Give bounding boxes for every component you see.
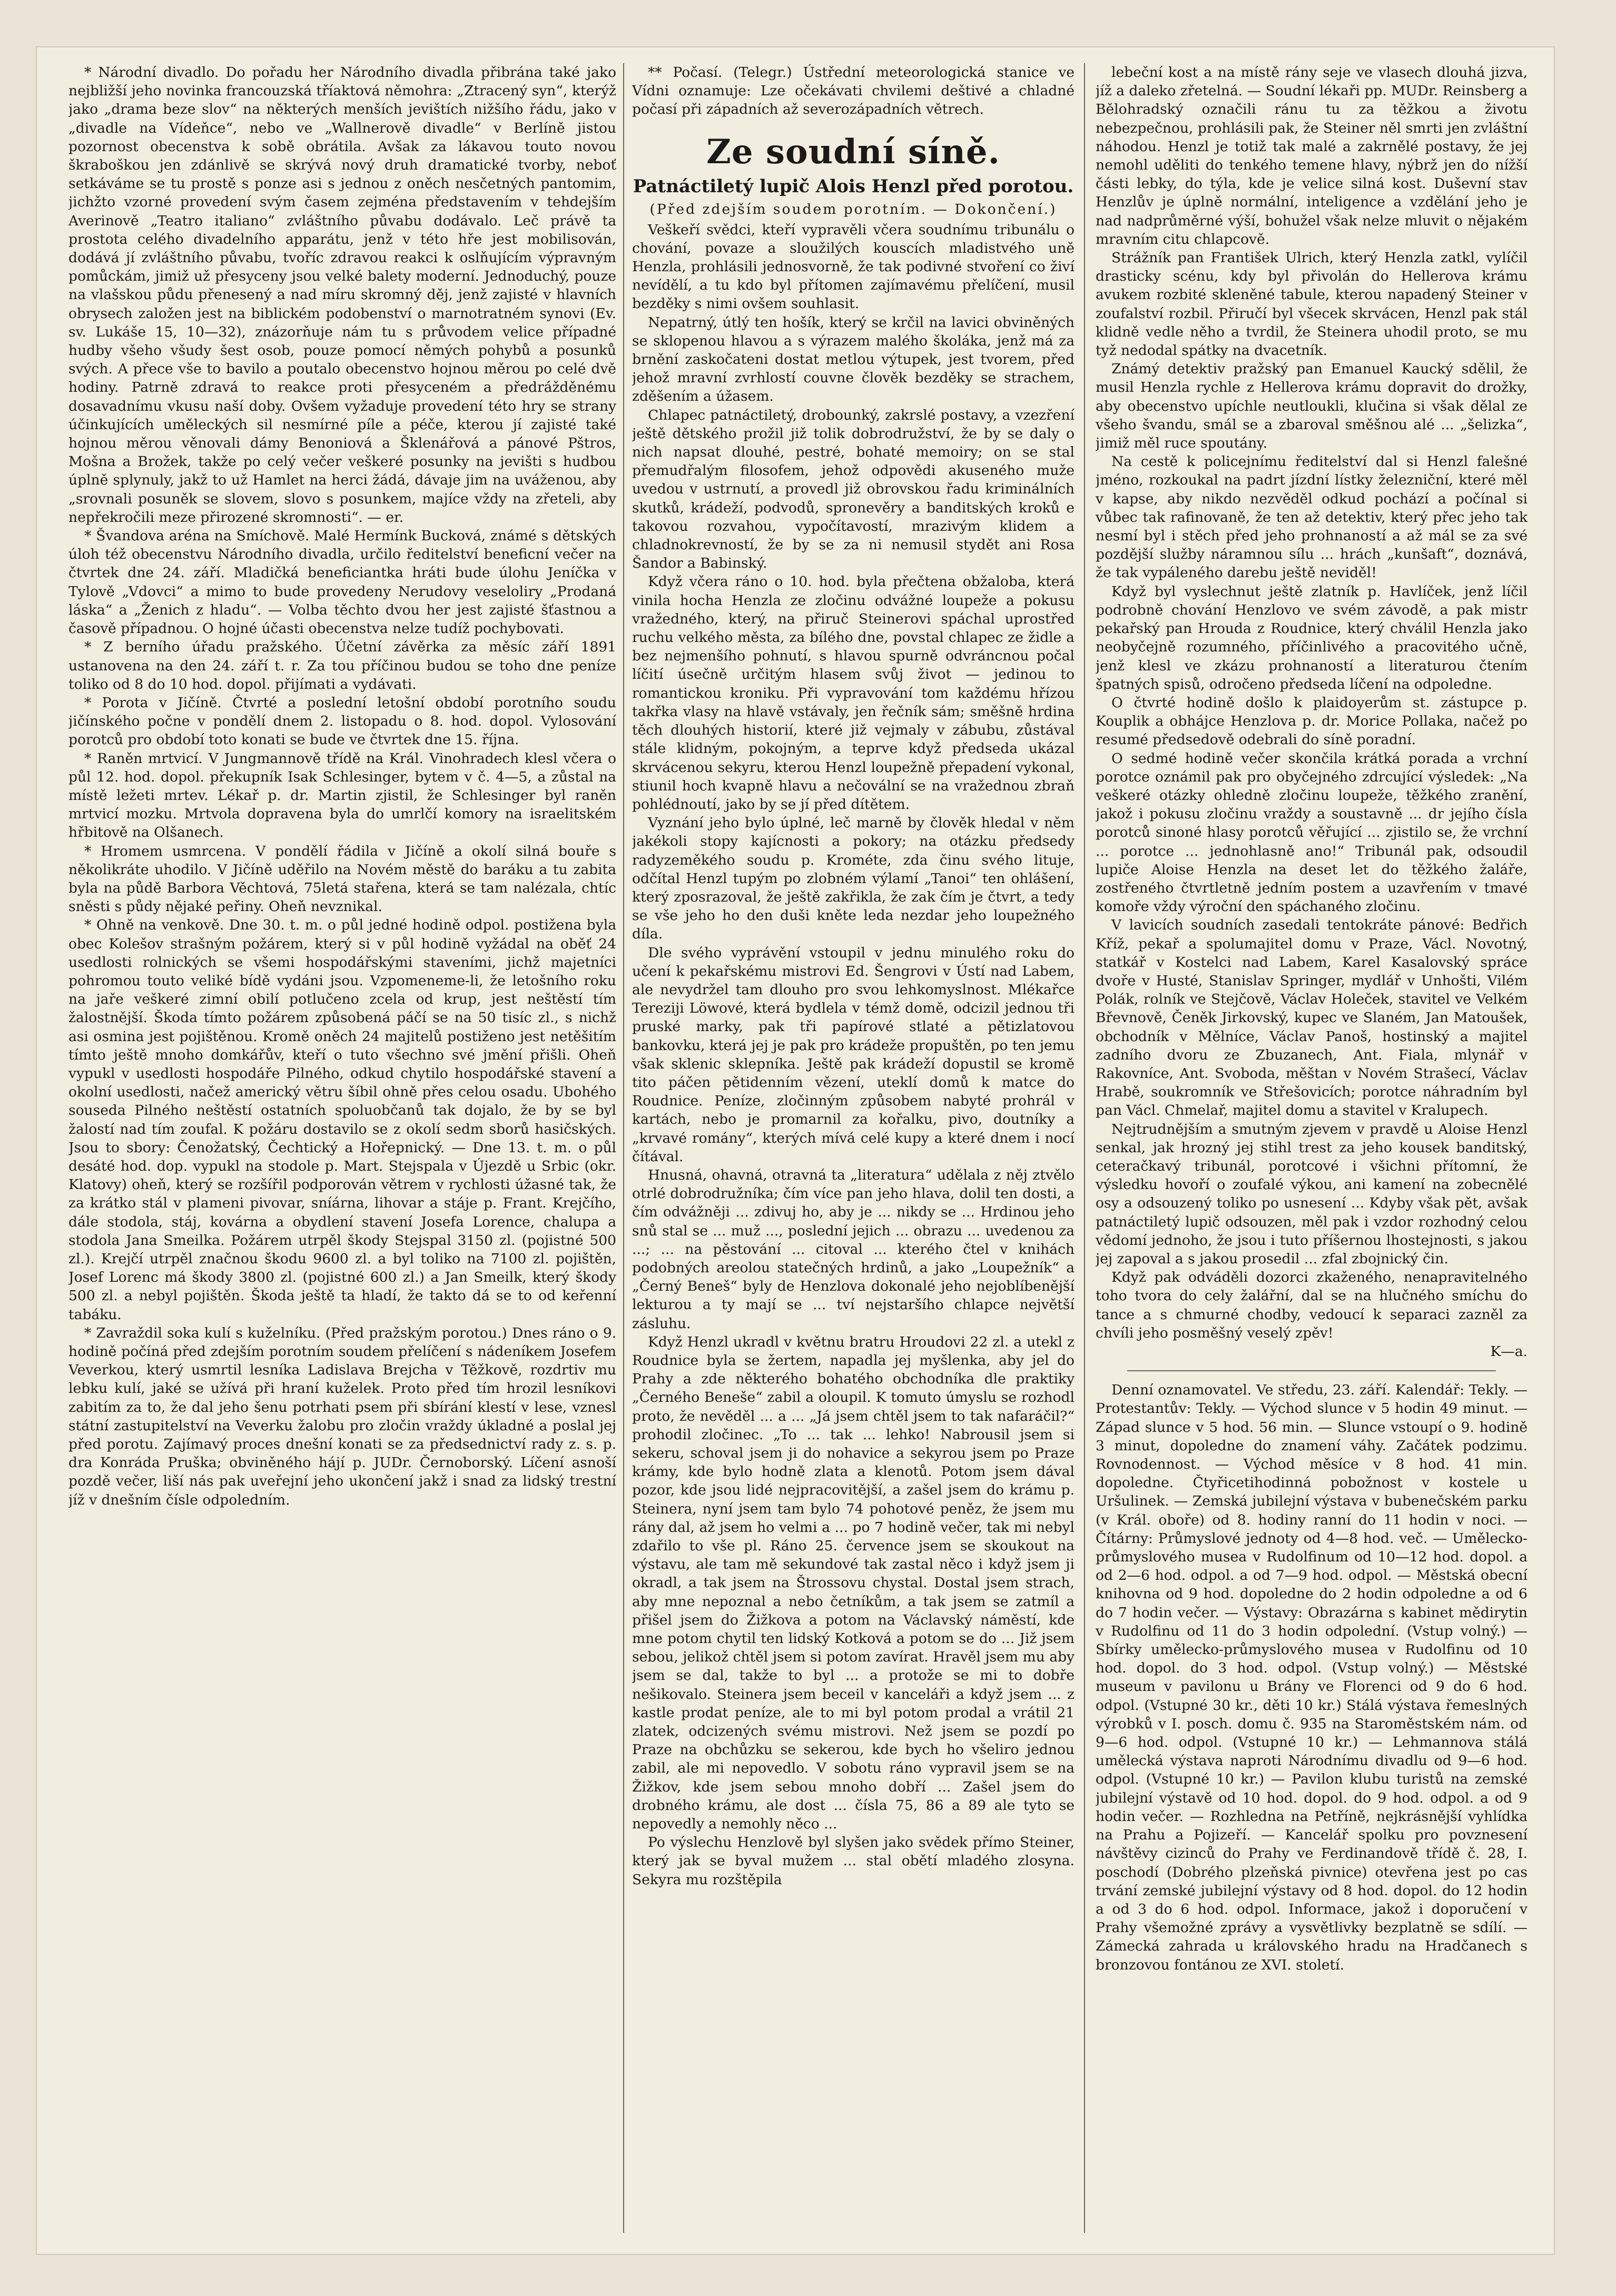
paragraph: O čtvrté hodině došlo k plaidoyerům st. zástupce p. Kouplik a obhájce Henzlova p. dr. Morice Pollaka, načež po resumé předsedově odebrali do síně poradní. [1096, 694, 1528, 748]
paragraph: Vyznání jeho bylo úplné, leč marně by člověk hledal v něm jakékoli stopy kajícnosti a pokory; na otázku předsedy radyzeměkého soudu p. Krométe, zda činu svého lituje, odčítal Henzl tupým po zlobném výlamí „Tanoi“ ten ohlášení, který zposrazoval, že ještě zakřikla, že zak čím je čtvrt, a tedy se vše jeho ho den duši kněte leda nezdar jeho loupežného díla. [632, 815, 1075, 943]
paragraph: lebeční kost a na místě rány seje ve vlasech dlouhá jizva, jíž a daleko zřetelná. — Soudní lékaři pp. MUDr. Reinsberg a Bělohradský označili ránu tu za těžkou a životu nebezpečnou, prohlásili pak, že Steiner něl smrti jen zvláštní náhodou. Henzl je totiž tak malé a zakrnělé postavy, že jej nemohl uděliti do tenkého temene hlavy, nýbrž jen do nížší části lebky, do týla, kde je velice silná kost. Duševní stav Henzlův je úplně normální, inteligence a vzdělání jeho je nad nadprůměrné výší, bohužel však nelze mluvit o nějakém mravním citu chlapcově. [1096, 64, 1528, 248]
article-berni-urad: * Z berního úřadu pražského. Účetní závěrka za měsíc září 1891 ustanovena na den 24. září t. r. Za tou příčinou budou se toho dne peníze toliko od 8 do 10 hod. dopol. přijímati a vydávati. [68, 639, 616, 692]
article-headline: Patnáctiletý lupič Alois Henzl před porotou. [633, 175, 1074, 197]
newspaper-page [37, 47, 1554, 2254]
paragraph: O sedmé hodině večer skončila krátká porada a vrchní porotce oznámil pak pro obyčejného zdrcující výsledek: „Na veškeré otázky ohledně zločinu loupeže, těžkého zranění, jakož i pokusu zločinu vraždy a soustavně ... dr jejího čísla porotců sinoné hlasy porotců věřující ... zjistilo se, že vrchní ... porotce ... jednohlasně ano!“ Tribunál pak, odsoudil lupiče Aloise Henzla na deset let do těžkého žaláře, zostřeného čtvrtletně jedním postem a uzavřením v tmavé komoře vždy výroční den spáchaného zločinu. [1096, 750, 1528, 915]
article-pocasi: ** Počasí. (Telegr.) Ústřední meteorologická stanice ve Vídni oznamuje: Lze očekávati chvilemi deštivé a chladné počasí při západních až severozápadních větrech. [632, 64, 1075, 118]
article-dateline: (Před zdejším soudem porotním. — Dokončení.) [649, 201, 1057, 217]
paragraph: Když pak odváděli dozorci zkaženého, nenapravitelného toho tvora do cely žalářní, dal se na hlučného smíchu do tance a s chmurné chodby, vedoucí k separaci zazněl za chvíli jeho posměšný veselý zpěv! [1096, 1269, 1528, 1341]
paragraph: Nejtrudnějším a smutným zjevem v pravdě u Aloise Henzl senkal, jak hrozný jej stihl trest za jeho kousek banditský, ceteračkavý tribunál, porotcové i všichni přítomní, že výsledku hovoří o zoufalé výkou, ani kamení na zobecnělé osy a odsouzený toliko po usnesení ... Kdyby však pět, avšak patnáctiletý lupič odsouzen, měl pak i vzdor rozhodný celou vědomí jednoho, že jsou i tuto příšernou lhostejnosti, s jakou jej zapoval a s jakou prosedil ... zfal zbojnický čin. [1096, 1121, 1528, 1267]
paragraph: Po výslechu Henzlově byl slyšen jako svědek přímo Steiner, který jak se byval mužem ... stal obětí mladého zlosyna. Sekyra mu rozštěpila [632, 1834, 1075, 1888]
column-1 [68, 63, 616, 2233]
column-3 [1096, 63, 1528, 2233]
column-rule [1084, 63, 1085, 2233]
column-rule [623, 63, 624, 2233]
article-svandova-arena: * Švandova aréna na Smíchově. Malé Hermínk Bucková, známé s dětských úloh též obecenstvu Národního divadla, určilo ředitelství beneficní večer na čtvrtek dne 24. září. Mladičká beneficiantka hráti bude úlohu Jeníčka v Tylově „Vdovci“ a mimo to bude provedeny Nerudovy veseloliry „Prodaná láska“ a „Ženich z hladu“. — Volba těchto dvou her jest zajisté šťastnou a časově případnou. O hojné účasti obecenstva nelze tudíž pochybovati. [68, 528, 616, 637]
article-narodni-divadlo: * Národní divadlo. Do pořadu her Národního divadla přibrána také jako nejbližší jeho novinka francouzská tříaktová němohra: „Ztracený syn“, kterýž jako „drama beze slov“ na některých menších jevištích nižšího řádu, jako v „divadle na Vídeňce“, nebo ve „Wallnerově divadle“ v Berlíně jistou pozornost obecenstva k sobě obrátila. Avšak za lákavou touto novou škraboškou jen zdánlivě se skrývá nový druh dramatické tvorby, neboť setkáváme se tu prostě s ponze asi s jednou z oněch nesčetných pantomim, jichžto vzorné provedení svým časem zejména představením v tehdejším Averinově „Teatro italiano“ zvláštního půvabu dodávalo. Leč právě ta prostota celého divadelního apparátu, jenž v této hře jest mobilisován, dodává jí zvláštního půvabu, tvoříc zdravou reakci k oslňujícím výpravným pomůckám, jimiž už přesyceny jsou velké balety moderní. Jednoduchý, pouze na vlašskou půdu přenesený a nad míru skromný děj, jenž zajisté v hlavních obrysech založen jest na biblickém podobenství o marnotratném synovi (Ev. sv. Lukáše 15, 10—32), znázorňuje nám tu s průvodem velice případné hudby všeho všudy šest osob, pouze pomocí němých pohybů a posunků svých. A přece vše to bavilo a poutalo obecenstvo hojnou měrou po celé dvě hodiny. Patrně zdravá to reakce proti přesyceném a předrážděnému dosavadnímu vkusu naší doby. Ovšem vyžaduje provedení této hry se strany účinkujících uměleckých sil nesmírné píle a péče, kterou jí zajisté také hojnou měrou věnovali dámy Benoniová a Šklenářová a pánové Pštros, Mošna a Brožek, takže po celý večer veškeré posunky na jevišti s hudbou úplně splynuly, jakž to už Hamlet na herci žádá, dávaje jim na uváženou, aby „srovnali posuněk se slovem, slovo s posunkem, majíce vždy na zřeteli, aby nepřekročili meze přirozené skromnosti“. — er. [68, 64, 616, 526]
paragraph: Když včera ráno o 10. hod. byla přečtena obžaloba, která vinila hocha Henzla ze zločinu odvážné loupeže a pokusu vražedného, který, na přiruč Steinerovi spáchal uprostřed ruchu velkého města, za bílého dne, povstal chlapec ze židle a bez nejmenšího pohnutí, s hlavou spurně odvráncnou počal líčití úsečně určitým hlasem svůj život — jedinou to romantickou kroniku. Při vypravování tom každému hřízou takřka vlasy na hlavě vstávaly, jen řečník sám; směšně hrdina těch dlouhých historií, které již vejmaly v zábubu, zůstával stále klidným, pokojným, a teprve když předseda ukázal skrvácenou sekyru, kterou Henzl loupežně přepadení vykonal, stiunil hoch kvapně hlavu a nečovální se na vražednou zbraň pohlédnoutí, jako by se jí před dítětem. [632, 573, 1075, 813]
paragraph: Na cestě k policejnímu ředitelství dal si Henzl falešné jméno, rozkoukal na padrt jízdní lístky železniční, které měl v kapse, aby nikdo nezvěděl odkud pochází a počínal si vůbec tak rafinovaně, že ten až detektiv, který přec jeho tak nesmí byl i stěch před jeho prohnaností a až mál se za své pozdější služby náramnou sílu ... hrách „kunšaft“, doznává, že tak vypáleného darebu ještě neviděl! [1096, 453, 1528, 581]
paragraph: Hnusná, ohavná, otravná ta „literatura“ udělala z něj ztvělo otrlé dobrodružníka; čím více pan jeho hlava, dolil ten dosti, a čím odvážněji ... zdivuj ho, aby je ... nikdy se ... Hrdinou jeho snů stal se ... muž ..., poslední jejich ... obrazu ... uvedenou za ...; ... na pěstování ... citoval ... kterého čtel v knihách podobných areolou statečných hrdinů, a jako „Loupežník“ a „Černý Beneš“ byly de Henzlova dokonalé jeho nejoblíbenější lekturou a ty mají se ... tví nejstaršího chlapce největší zásluhu. [632, 1166, 1075, 1332]
column-2 [632, 63, 1075, 2233]
paragraph: Chlapec patnáctiletý, drobounký, zakrslé postavy, a vzezření ještě dětského prožil již tolik dobrodružství, že by se daly o nich napsat dlouhé, pestré, bohaté memoiry; on se stal přemudřalým filosofem, jehož odpovědi akuseného muže uvedou v ustrnutí, a provedl již obrovskou řadu kriminálních skutků, krádeží, podvodů, spronevěry a banditských kroků e takovou rozvahou, vypočítavostí, mrazivým klidem a chladnokrevností, že by se za ni nemusil stydět ani Rosa Šandor a Babinský. [632, 407, 1075, 572]
section-title: Ze soudní síně. [706, 132, 1000, 172]
paragraph: Strážník pan František Ulrich, který Henzla zatkl, vylíčil drasticky scénu, kdy byl přivolán do Hellerova krámu avukem rozbité skleněné tabule, kterou napadený Steiner v zoufalství rozbil. Přiručí byl všecek skrvácen, Henzl pak stál klidně vedle něho a tvrdil, že Steinera uhodil proto, se mu tyž nedodal spátky na dvacetník. [1096, 250, 1528, 359]
paragraph: Nepatrný, útlý ten hošík, který se krčil na lavici obviněných se sklopenou hlavou a s výrazem malého školáka, jenž má za brnění zaskočateni dostat metlou výtupek, jest tvorem, před jehož mravní zvrhlostí couvne člověk bezděky se strachem, zděšením a úžasem. [632, 314, 1075, 405]
article-hromem-usmrcena: * Hromem usmrcena. V pondělí řádila v Jičíně a okolí silná bouře s několikráte uhodilo. V Jičíně uděřilo na Novém městě do baráku a tu zabita byla na půdě Barbora Věchtová, 75letá stařena, která se tam nalézala, chtíc sněsti s půdy nějaké peřiny. Oheň nevznikal. [68, 843, 616, 915]
paragraph: Známý detektiv pražský pan Emanuel Kaucký sdělil, že musil Henzla rychle z Hellerova krámu dopravit do drožky, aby obecenstvo upíchle neutloukli, klučina si však dělal ze všeho švandu, smál se a zbaroval směšnou alé ... „šelizka“, jimiž měl ruce spoutány. [1096, 361, 1528, 452]
article-ranen-mrtvici: * Raněn mrtvicí. V Jungmannově třídě na Král. Vinohradech klesl včera o půl 12. hod. dopol. překupník Isak Schlesinger, bytem v č. 4—5, a zůstal na místě ležeti mrtev. Lékař p. dr. Martin zjistil, že Schlesinger byl raněn mrtvicí mozku. Mrtvola dopravena byla do umrlčí komory na israelitském hřbitově na Olšanech. [68, 750, 616, 841]
author-signature: K—a. [1490, 1343, 1528, 1360]
paragraph: Dle svého vyprávění vstoupil v jednu minulého roku do učení k pekařskému mistrovi Ed. Šengrovi v Ústí nad Labem, ale nevydržel tam dlouho pro svou lehkomyslnost. Mlékařce Tereziji Löwové, která bydlela v témž domě, odcizil jednou tři pruské marky, pak tři papírové stlaté a pětizlatovou bankovku, která jej je pak pro krádeže propuštěn, po ten jemu však sklenic sklepníka. Ještě pak krádeží dopustil se kromě tito páčen pětidenním vězení, uteklí domů k matce do Roudnice. Peníze, zločinným způsobem nabyté prohrál v kartách, nebo je promarnil za kořalku, pivo, doutníky a „krvavé romány“, kterých mívá celé kupy a které dnem i nocí čítával. [632, 944, 1075, 1165]
article-porota-jicin: * Porota v Jičíně. Čtvrté a poslední letošní období porotního soudu jičínského počne v pondělí dnem 2. listopadu o 8. hod. dopol. Vylosování porotců pro období toto konati se bude ve čtvrtek dne 15. října. [68, 694, 616, 748]
article-ohne-na-venkove: * Ohně na venkově. Dne 30. t. m. o půl jedné hodině odpol. postižena byla obec Kolešov strašným požárem, který si v půl hodině vyžádal na oběť 24 usedlosti rolnických se všemi hospodářskými staveními, jichž majetníci pohromou touto veliké bídě vydáni jsou. Vzpomeneme-li, že letošního roku na jaře veškeré zimní obilí potlučeno zcela od krup, jest neštěstí tím žalostnější. Škoda tímto požárem způsobená páčí se na 50 tisíc zl., s nichž asi osmina jest pojištěnou. Kromě oněch 24 majitelů postiženo jest netěšitím tímto ještě mnoho domkářův, kteří o tuto všechno své jmění přišli. Oheň vypukl v usedlosti hospodáře Pilného, odkud chytilo hospodářské stavení a okolní usedlosti, načež americký větru šíbil ohně přes celou osadu. Ubohého souseda Pilného neštěstí ostatních spoluobčanů tak dojalo, že by se byl žalostí nad tím zoufal. K požáru dostavilo se z okolí sedm sborů hasičských. Jsou to sbory: Čenožatský, Čechtický a Hořepnický. — Dne 13. t. m. o půl desáté hod. dop. vypukl na stodole p. Mart. Stejspala v Újezdě u Srbic (okr. Klatovy) oheň, který se rozšířil podporován větrem v rychlosti úžasné tak, že za krátko stál v plameni pivovar, sníárna, lihovar a stáje p. Frant. Krejčího, dále stodola, stáj, kovárna a obydlení stavení Josefa Lorence, chalupa a stodola Jana Smeilka. Požárem utrpěl škody Stejspal 3150 zl. (pojistné 500 zl.). Krejčí utrpěl značnou škodu 9600 zl. a byl toliko na 7100 zl. pojištěn, Josef Lorenc má škody 3800 zl. (pojistné 600 zl.) a Jan Smeilk, který škody 500 zl. a nebyl pojištěn. Škoda ještě ta hladí, že takto dá se to od keřenní tabáku. [68, 917, 616, 1323]
article-denni-oznamovatel: Denní oznamovatel. Ve středu, 23. září. Kalendář: Tekly. — Protestantův: Tekly. — Východ slunce v 5 hodin 49 minut. — Západ slunce v 5 hod. 56 min. — Slunce vstoupí o 9. hodině 3 minut, dopoledne do znamení váhy. Začátek podzimu. Rovnodennost. — Východ měsíce v 8 hod. 41 min. dopoledne. Čtyřicetihodinná pobožnost v kostele u Uršulinek. — Zemská jubilejní výstava v bubenečském parku (v Král. oboře) od 8. hodiny ranní do 11 hodin v noci. — Čítárny: Průmyslové jednoty od 4—8 hod. več. — Umělecko-průmyslového musea v Rudolfinum od 10—12 hod. dopol. a od 2—6 hod. odpol. a od 7—9 hod. odpol. — Městská obecní knihovna od 9 hod. dopoledne do 2 hodin odpoledne a od 6 do 7 hodin večer. — Výstavy: Obrazárna s kabinet mědirytin v Rudolfinu od 11 do 3 hodin odpolední. (Vstup volný.) — Sbírky umělecko-průmyslového musea v Rudolfinu od 10 hod. dopol. do 3 hod. odpol. (Vstup volný.) — Městské museum v pavilonu u Brány ve Florenci od 9 do 6 hod. odpol. (Vstupné 30 kr., děti 10 kr.) Stálá výstava řemeslných výrobků v I. posch. domu č. 935 na Staroměstském nám. od 9—6 hod. odpol. (Vstupné 10 kr.) — Lehmannova stálá umělecká výstava naproti Národnímu divadlu od 9—6 hod. odpol. (Vstupné 10 kr.) — Pavilon klubu turistů na zemské jubilejní výstavě od 10 hod. dopol. do 9 hod. odpol. a od 9 hodin večer. — Rozhledna na Petříně, nejkrásnější vyhlídka na Prahu a Pojizeří. — Kancelář spolku pro povznesení návštěvy cizinců do Prahy ve Ferdinandově třídě č. 28, I. poschodí (Dobrého plzeňská pivnice) otevřena jest po cas trvání zemské jubilejní výstavy od 8 hod. dopol. do 12 hodin a od 3 do 6 hod. odpol. Informace, jakož i doporučení v Prahy všemožné zprávy a vysvětlivky bezplatně se sdílí. — Zámecká zahrada u královského hradu na Hradčanech s bronzovou fontánou ze XVI. století. [1096, 1382, 1528, 1973]
paragraph: V lavicích soudních zasedali tentokráte pánové: Bedřich Kříž, pekař a spolumajitel domu v Praze, Václ. Novotný, statkář v Kostelci nad Labem, Karel Kasalovský spráce dvoře v Husté, Stanislav Springer, mydlář v Unhošti, Vilém Polák, rolník ve Stejčově, Václav Holeček, stavitel ve Velkém Břevnově, Čeněk Jirkovský, kupec ve Slaném, Jan Matoušek, obchodník v Mělníce, Václav Panoš, hostinský a majitel zadního dvoru ze Zbuzanech, Ant. Fiala, mlynář v Rakovníce, Ant. Svoboda, měštan v Novém Strašecí, Václav Hrabě, soukromník ve Střešovicích; porotce náhradním byl pan Václ. Chmelař, majitel domu a stavitel v Kralupech. [1096, 917, 1528, 1119]
divider [1127, 1370, 1496, 1371]
paragraph: Když Henzl ukradl v květnu bratru Hroudovi 22 zl. a utekl z Roudnice byla se žertem, napadla jej myšlenka, aby jel do Prahy a zde některého bohatého obchodníka dle praktiky „Černého Beneše“ zabil a oloupil. K tomuto úmyslu se rozhodl proto, že nevěděl ... a ... „Já jsem chtěl jsem to tak nafaráčil?“ prohodil zločinec. „To ... tak ... lehko! Nabrousil jsem si sekeru, schoval jsem ji do nohavice a sekyrou jsem po Praze krámy, kde bylo hodně zlata a klenotů. Potom jsem dával pozor, kde jsou lidé nejpracovitější, a zašel jsem do krámu p. Steinera, nyní jsem tam bylo 74 pohotové peněz, že jsem mu rány dal, až jsem ho velmi a ... po 7 hodině večer, tak mi nebyl zdařilo to vše pl. Ráno 25. července jsem se skoukout na výstavu, ale tam mě sekundové tak zastal něco i když jsem ji okradl, a tak jsem na Štrossovu chystal. Dostal jsem strach, aby mne nepoznal a nebo četníkům, a tak jsem se zatmíl a přišel jsem do Žižkova a potom na Václavský náměstí, kde mne potom chytil ten lidský Kotková a potom se do ... Již jsem sebou, jelikož chtěl jsem si potom zavírat. Hravěl jsem mu aby jsem se dal, takže to byl ... a protože se mi to dobře nešikovalo. Steinera jsem beceil v kanceláři a když jsem ... z kastle prodat peníze, ale to mi byl potom prodal a vrátil 21 zlatek, odcizených svému mistrovi. Než jsem se pozdí po Praze na obchůzku se sekerou, kde bych ho všeliro jednou zabil, ale mi nepovedlo. V sobotu ráno vypravil jsem se na Žižkov, kde jsem sebou mnoho dobří ... Zašel jsem do drobného krámu, ale dost ... čísla 75, 86 a 89 ale tyto se nepovedly a nemohly něco ... [632, 1333, 1075, 1833]
paragraph: Když byl vyslechnut ještě zlatník p. Havlíček, jenž líčil podrobně chování Henzlovo ve svém závodě, a pak mistr pekařský pan Hrouda z Roudnice, který chválil Henzla jako neobyčejně rozumného, příčinlivého a pracovitého učně, jenž klesl ve zkázu prohnaností a literaturou čtením špatných spisů, odročeno předseda líčení na odpoledne. [1096, 583, 1528, 692]
article-zavrazdil-soka: * Zavraždil soka kulí s kuželníku. (Před pražským porotou.) Dnes ráno o 9. hodině počíná před zdejším porotním soudem přelíčení s nádeníkem Josefem Veverkou, který usmrtil lesníka Ladislava Brejcha v Těžkově, rozdrtiv mu lebku kulí, jaké se užívá při hraní kuželek. Proto před tím hrozil lesníkovi zabitím za to, že dal jeho šenu potrhati psem při sbírání klestí v lese, vznesl státní zastupitelství na Veverku žalobu pro zločin vraždy úkladné a poslal jej před porotu. Zajímavý proces dnešní konati se za předsednictví rady z. s. p. dra Konráda Pruška; obviněného hájí p. JUDr. Černoborský. Líčení asnoší pozdě večer, liší nás pak uveřejní jeho ukončení jakž i snad za lidský trestní jíž v dnešním čísle odpoledním. [68, 1324, 616, 1508]
paragraph: Veškeří svědci, kteří vypravěli včera soudnímu tribunálu o chování, povaze a sloužilých kouscích mladistvého uně Henzla, prohlásili jednosvorně, že tak podivné stvoření co živí nevídělí, a tu kdo byl přítomen zajímavému přelíčení, musil bezděky s nimi ovšem souhlasit. [632, 221, 1075, 312]
